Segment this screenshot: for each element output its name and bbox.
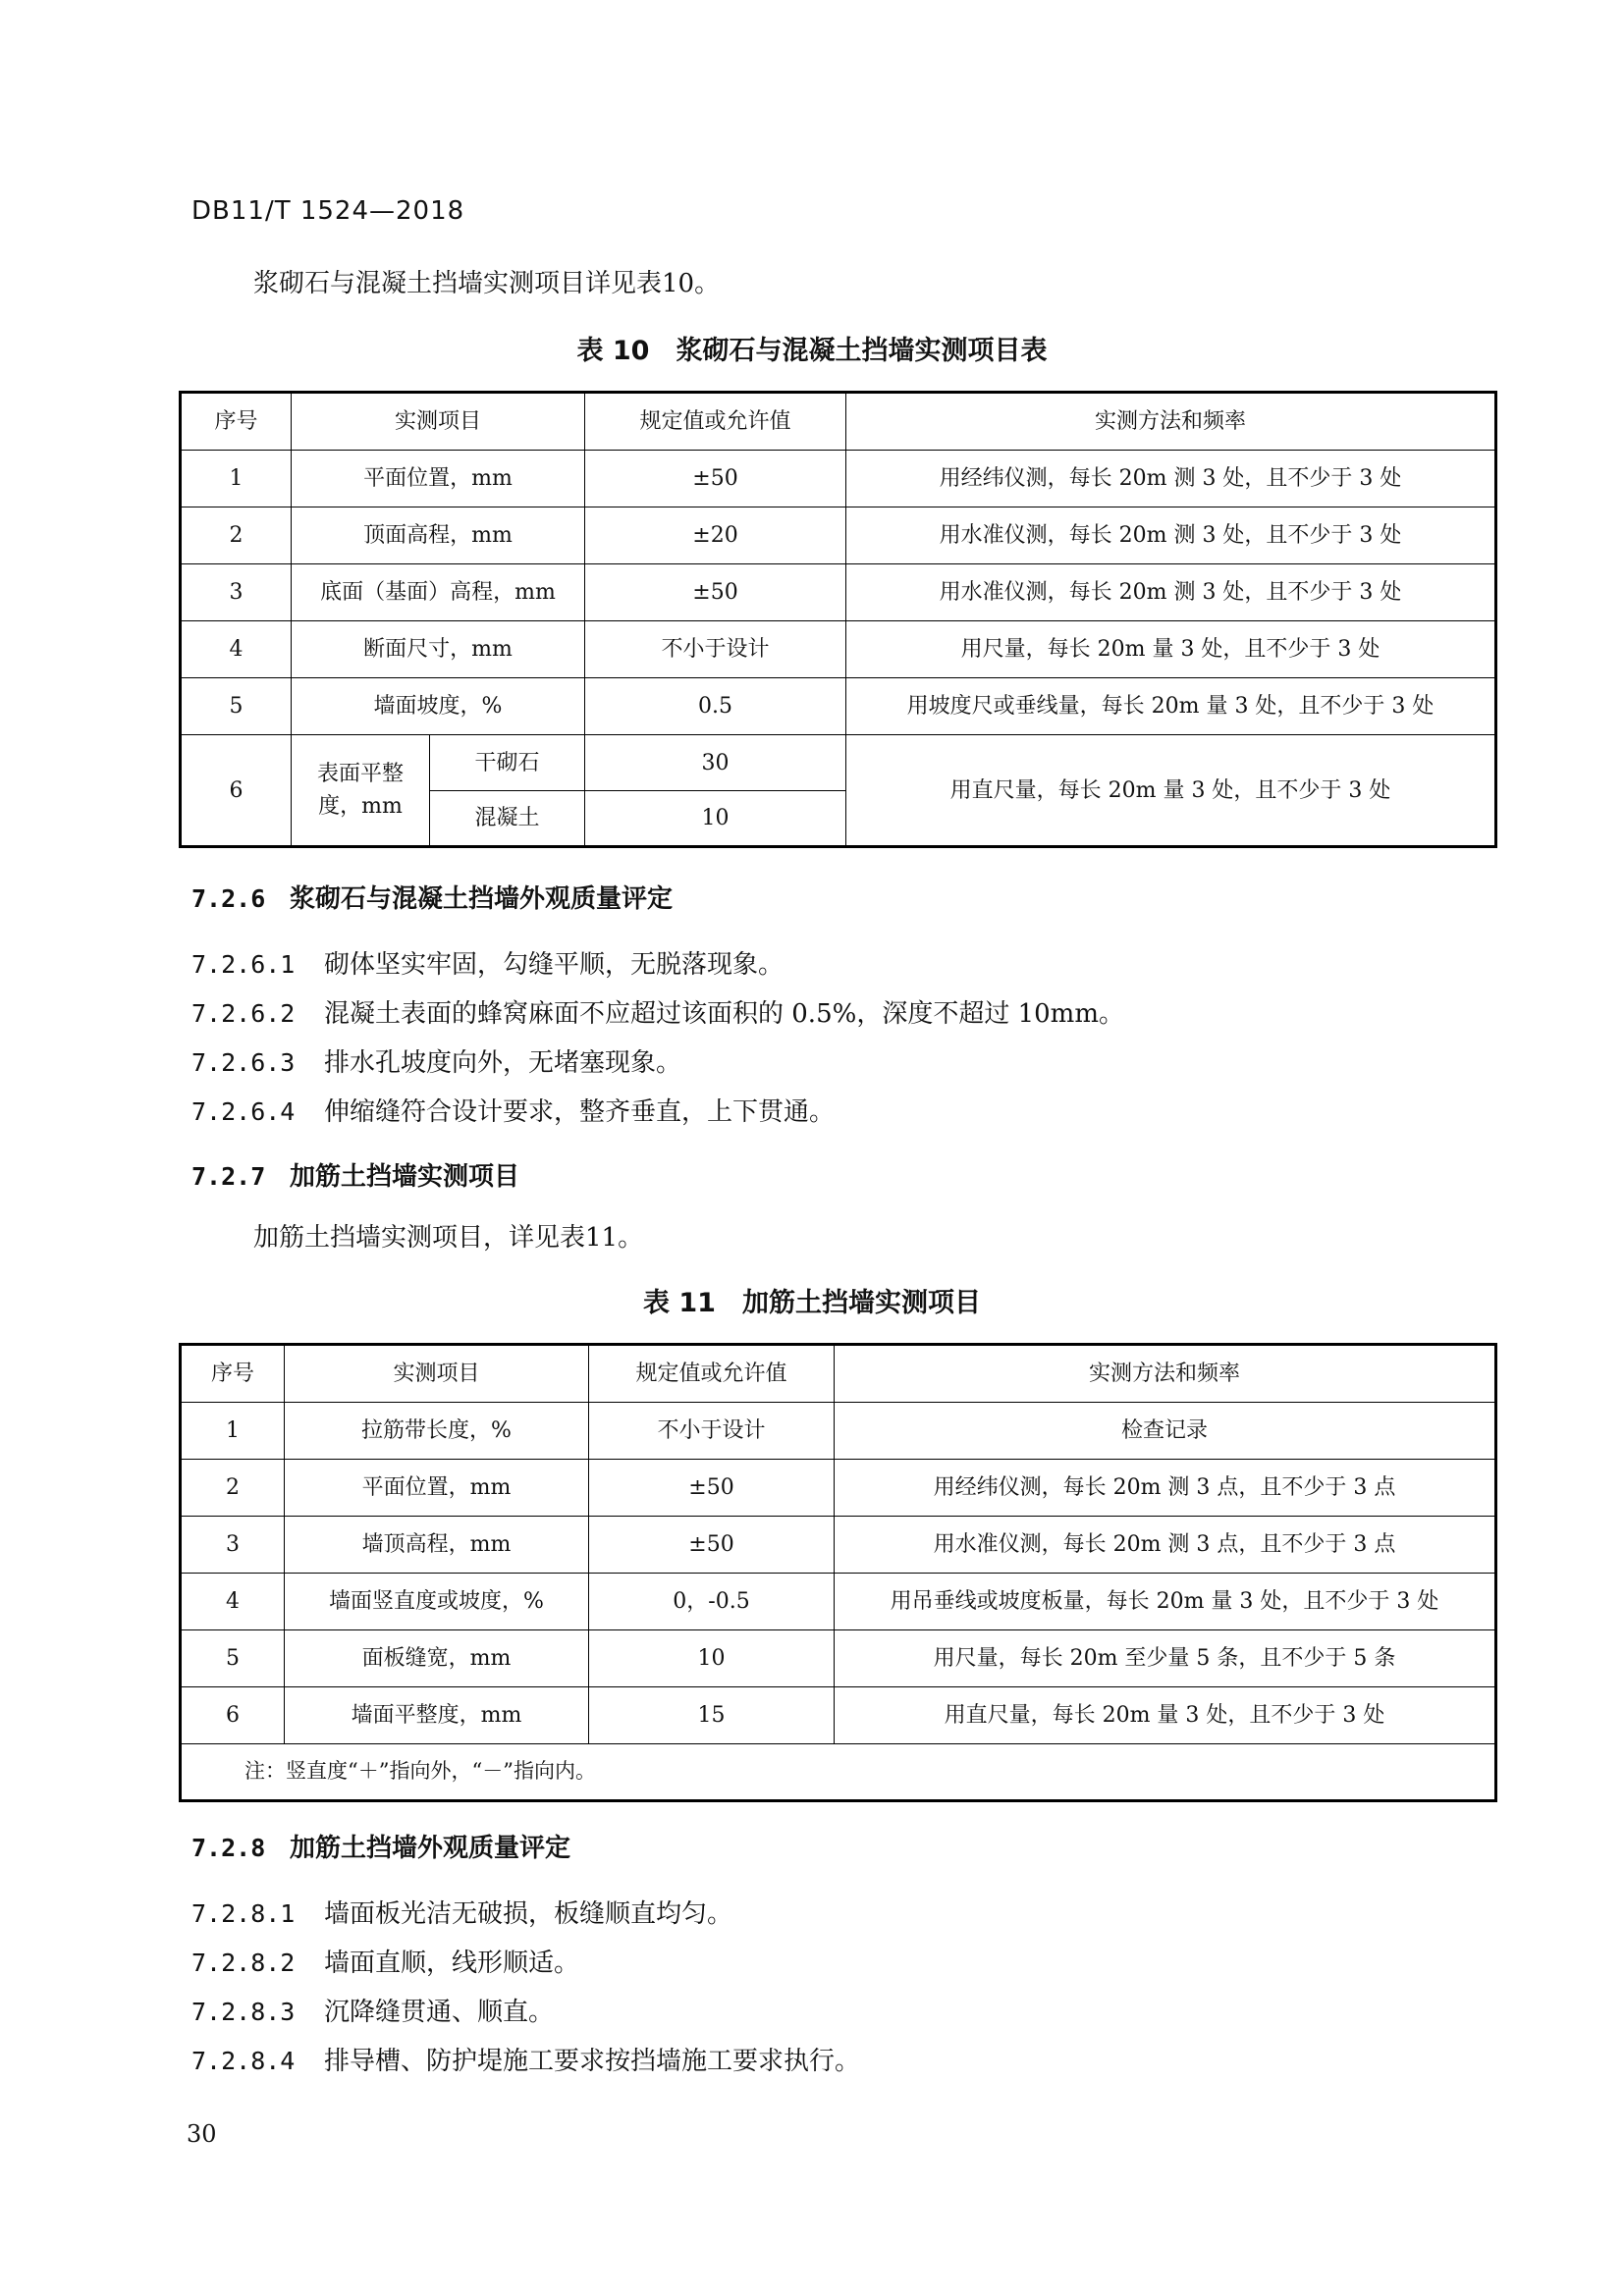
cell-item: 墙顶高程，mm [285,1517,589,1574]
table11-header-no: 序号 [181,1345,285,1403]
cell-item: 平面位置，mm [285,1460,589,1517]
table-row [181,1517,1496,1574]
clause-7-2-6-4 [191,1092,835,1128]
table-row [181,451,1496,507]
table11-note-row [181,1744,1496,1801]
cell-value: ±20 [585,507,846,564]
section-number: 7.2.6 [191,884,266,913]
clause-7-2-6-3 [191,1042,681,1079]
cell-no: 2 [181,1460,285,1517]
table-row [181,1630,1496,1687]
table11-caption: 表 11 加筋土挡墙实测项目 [643,1288,981,1318]
section-title: 浆砌石与混凝土挡墙外观质量评定 [290,884,674,914]
cell-value: 30 [585,735,846,791]
clause-7-2-8-2 [191,1943,579,1979]
table10-header-item: 实测项目 [292,393,585,451]
cell-item: 面板缝宽，mm [285,1630,589,1687]
cell-method: 用经纬仪测，每长 20m 测 3 处，且不少于 3 处 [846,451,1496,507]
cell-item: 拉筋带长度，% [285,1403,589,1460]
clause-text: 墙面板光洁无破损，板缝顺直均匀。 [324,1899,733,1929]
clause-7-2-8-3 [191,1992,554,2028]
clause-number: 7.2.6.1 [191,950,296,979]
clause-text: 墙面直顺，线形顺适。 [324,1949,580,1978]
clause-number: 7.2.8.3 [191,1998,296,2026]
table11-header-method: 实测方法和频率 [835,1345,1496,1403]
cell-no: 5 [181,678,292,735]
intro-paragraph-table11: 加筋土挡墙实测项目，详见表11。 [253,1223,644,1253]
table-row [181,1403,1496,1460]
cell-value: 不小于设计 [589,1403,835,1460]
clause-7-2-8-4 [191,2041,860,2077]
cell-value: 0，-0.5 [589,1574,835,1630]
cell-method: 用水准仪测，每长 20m 测 3 处，且不少于 3 处 [846,564,1496,621]
cell-method: 用经纬仪测，每长 20m 测 3 点，且不少于 3 点 [835,1460,1496,1517]
cell-method: 用水准仪测，每长 20m 测 3 点，且不少于 3 点 [835,1517,1496,1574]
cell-no: 4 [181,1574,285,1630]
cell-no: 5 [181,1630,285,1687]
clause-text: 排导槽、防护堤施工要求按挡墙施工要求执行。 [324,2047,861,2076]
cell-method: 用尺量，每长 20m 量 3 处，且不少于 3 处 [846,621,1496,678]
table11-header-value: 规定值或允许值 [589,1345,835,1403]
clause-number: 7.2.6.4 [191,1097,296,1126]
table11-note: 注：竖直度“＋”指向外，“－”指向内。 [181,1744,1496,1801]
cell-no: 4 [181,621,292,678]
cell-value: 10 [585,791,846,847]
table-row [181,564,1496,621]
section-7-2-6-heading [191,879,673,915]
clause-number: 7.2.8.1 [191,1899,296,1928]
clause-7-2-6-2 [191,993,1124,1030]
cell-no: 6 [181,1687,285,1744]
cell-no: 3 [181,564,292,621]
cell-value: ±50 [589,1460,835,1517]
cell-subitem: 干砌石 [430,735,585,791]
cell-method: 用吊垂线或坡度板量，每长 20m 量 3 处，且不少于 3 处 [835,1574,1496,1630]
cell-item: 墙面竖直度或坡度，% [285,1574,589,1630]
cell-value: ±50 [585,451,846,507]
section-title: 加筋土挡墙外观质量评定 [290,1834,571,1863]
clause-number: 7.2.8.2 [191,1949,296,1977]
cell-no: 1 [181,451,292,507]
table-10 [179,391,1497,848]
section-number: 7.2.7 [191,1162,266,1191]
cell-item: 断面尺寸，mm [292,621,585,678]
cell-item-line2: 度，mm [318,794,403,819]
table-11 [179,1343,1497,1802]
table10-header-no: 序号 [181,393,292,451]
cell-item-line1: 表面平整 [316,762,404,786]
clause-number: 7.2.6.2 [191,999,296,1028]
section-title: 加筋土挡墙实测项目 [290,1162,520,1192]
page-number: 30 [187,2120,217,2148]
cell-method: 检查记录 [835,1403,1496,1460]
cell-item: 墙面平整度，mm [285,1687,589,1744]
clause-number: 7.2.8.4 [191,2047,296,2075]
cell-no: 1 [181,1403,285,1460]
intro-paragraph-table10: 浆砌石与混凝土挡墙实测项目详见表10。 [253,269,721,298]
table10-header-value: 规定值或允许值 [585,393,846,451]
cell-method: 用尺量，每长 20m 至少量 5 条，且不少于 5 条 [835,1630,1496,1687]
cell-item-flatness [292,735,430,847]
cell-item: 底面（基面）高程，mm [292,564,585,621]
clause-text: 伸缩缝符合设计要求，整齐垂直，上下贯通。 [324,1097,836,1127]
clause-7-2-8-1 [191,1894,732,1930]
clause-number: 7.2.6.3 [191,1048,296,1077]
cell-no: 2 [181,507,292,564]
section-7-2-8-heading [191,1828,570,1864]
table-row [181,1460,1496,1517]
table-row [181,507,1496,564]
table11-header-item: 实测项目 [285,1345,589,1403]
table-row [181,1687,1496,1744]
cell-value: 0.5 [585,678,846,735]
table-row [181,735,1496,791]
cell-item: 墙面坡度，% [292,678,585,735]
cell-no: 6 [181,735,292,847]
cell-no: 3 [181,1517,285,1574]
document-code: DB11/T 1524—2018 [191,196,465,226]
table10-caption: 表 10 浆砌石与混凝土挡墙实测项目表 [576,336,1048,366]
clause-7-2-6-1 [191,944,784,981]
table-row [181,1574,1496,1630]
cell-method: 用坡度尺或垂线量，每长 20m 量 3 处，且不少于 3 处 [846,678,1496,735]
cell-value: 10 [589,1630,835,1687]
table10-header-row [181,393,1496,451]
cell-item: 平面位置，mm [292,451,585,507]
cell-method: 用直尺量，每长 20m 量 3 处，且不少于 3 处 [846,735,1496,847]
cell-value: 15 [589,1687,835,1744]
clause-text: 沉降缝贯通、顺直。 [324,1998,555,2027]
section-number: 7.2.8 [191,1834,266,1862]
cell-value: ±50 [589,1517,835,1574]
clause-text: 混凝土表面的蜂窝麻面不应超过该面积的 0.5%，深度不超过 10mm。 [324,999,1124,1029]
clause-text: 砌体坚实牢固，勾缝平顺，无脱落现象。 [324,950,785,980]
cell-value: ±50 [585,564,846,621]
table-row [181,678,1496,735]
cell-value: 不小于设计 [585,621,846,678]
table11-header-row [181,1345,1496,1403]
clause-text: 排水孔坡度向外，无堵塞现象。 [324,1048,682,1078]
table-row [181,621,1496,678]
cell-method: 用水准仪测，每长 20m 测 3 处，且不少于 3 处 [846,507,1496,564]
section-7-2-7-heading [191,1156,519,1193]
table10-header-method: 实测方法和频率 [846,393,1496,451]
cell-method: 用直尺量，每长 20m 量 3 处，且不少于 3 处 [835,1687,1496,1744]
cell-item: 顶面高程，mm [292,507,585,564]
cell-subitem: 混凝土 [430,791,585,847]
